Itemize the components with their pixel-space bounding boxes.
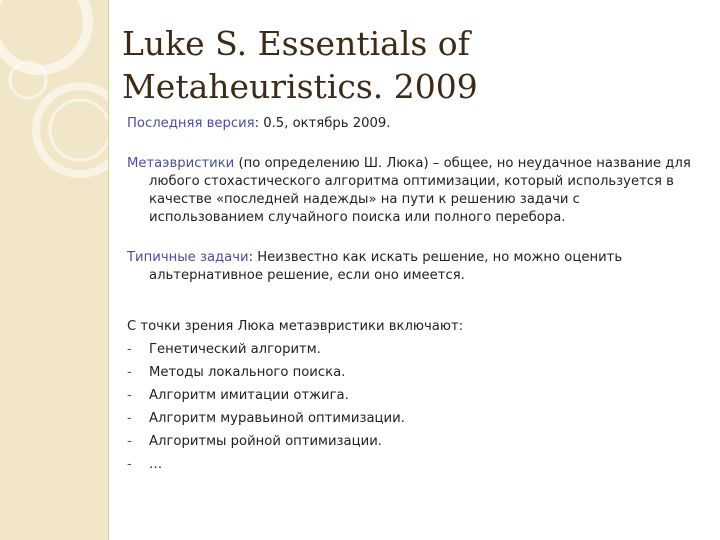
bullet-dash: -: [127, 457, 132, 472]
title-line-1: Luke S. Essentials of: [122, 24, 470, 63]
definition-paragraph: [127, 155, 697, 227]
list-item-text: …: [149, 457, 163, 472]
title-line-2: Metaheuristics. 2009: [122, 67, 478, 106]
metaheuristics-list: [127, 338, 697, 476]
bullet-dash: -: [127, 411, 132, 426]
list-item: [127, 361, 697, 384]
version-value: : 0.5, октябрь 2009.: [254, 116, 391, 131]
list-item: [127, 407, 697, 430]
typical-tasks-paragraph: [127, 249, 697, 285]
list-item: [127, 384, 697, 407]
list-item-text: Методы локального поиска.: [149, 365, 346, 380]
bullet-dash: -: [127, 388, 132, 403]
definition-term: Метаэвристики: [127, 156, 235, 171]
version-label: Последняя версия: [127, 116, 255, 131]
bullet-dash: -: [127, 434, 132, 449]
list-item-text: Алгоритм муравьиной оптимизации.: [149, 411, 405, 426]
list-item: [127, 430, 697, 453]
bullet-dash: -: [127, 365, 132, 380]
list-item: [127, 338, 697, 361]
list-item-text: Алгоритмы ройной оптимизации.: [149, 434, 382, 449]
decorative-side-band: [0, 0, 108, 540]
side-divider: [108, 0, 109, 540]
typical-tasks-label: Типичные задачи: [127, 250, 249, 265]
bullet-dash: -: [127, 342, 132, 357]
decorative-circles: [0, 0, 108, 540]
includes-intro: С точки зрения Люка метаэвристики включают:: [127, 319, 464, 334]
list-item-text: Алгоритм имитации отжига.: [149, 388, 349, 403]
list-item-text: Генетический алгоритм.: [149, 342, 321, 357]
version-paragraph: [127, 115, 697, 133]
slide-title: [122, 22, 702, 108]
definition-text: (по определению Ш. Люка) – общее, но неудачное название для любого стохастического алгоритма оптимизации, который используется в качестве «последней надежды» на пути к решению задачи с использованием случайного поиска или полного перебора.: [149, 156, 691, 225]
typical-tasks-text: : Неизвестно как искать решение, но можно оценить альтернативное решение, если оно имеется.: [149, 250, 623, 283]
slide-content: [127, 115, 697, 476]
list-item: [127, 453, 697, 476]
